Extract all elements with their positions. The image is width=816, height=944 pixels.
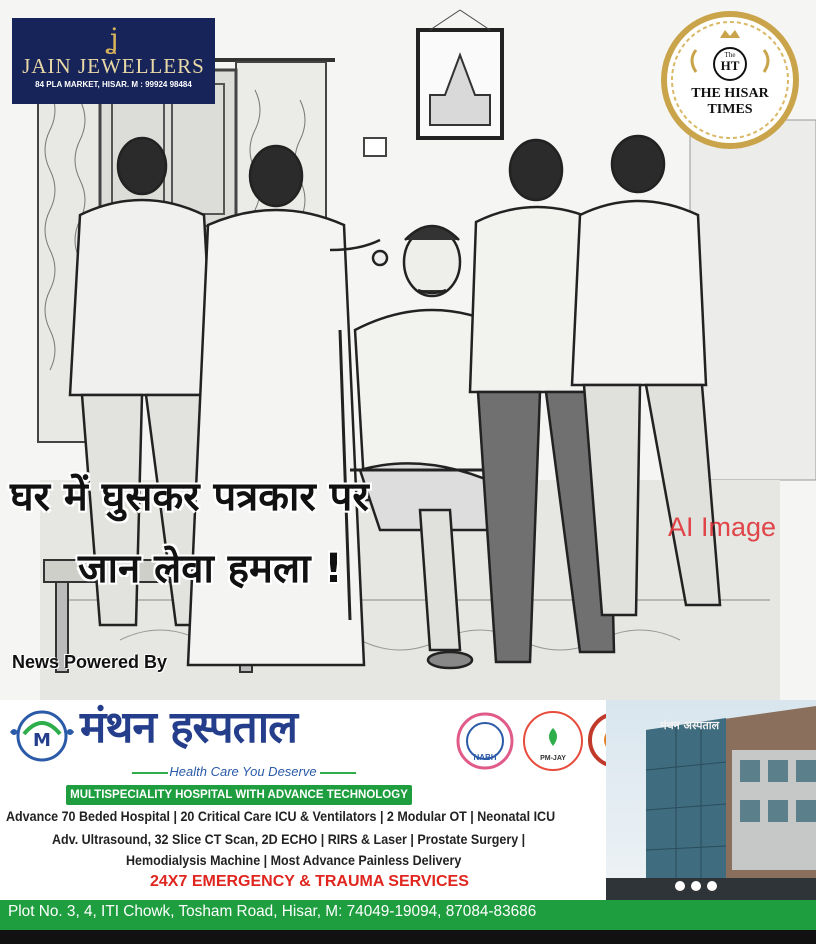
bottom-strip <box>0 930 816 944</box>
pmjay-label: PM-JAY <box>540 755 566 762</box>
hospital-name: मंथन हस्पताल <box>80 702 297 753</box>
nabh-badge-icon <box>456 712 514 770</box>
hospital-tagline: Health Care You Deserve <box>169 764 317 779</box>
pmjay-badge-icon <box>522 710 584 772</box>
nabh-label: NABH <box>473 753 497 762</box>
features-line-2: Adv. Ultrasound, 32 Slice CT Scan, 2D ECHO | RIRS & Laser | Prostate Surgery | <box>52 832 526 847</box>
svg-text:M: M <box>33 730 51 751</box>
multispeciality-banner: MULTISPECIALITY HOSPITAL WITH ADVANCE TECHNOLOGY <box>66 785 412 805</box>
jain-jewellers-logo <box>12 18 215 104</box>
jain-jewellers-name: JAIN JEWELLERS <box>22 54 205 78</box>
jain-jewellers-address: 84 PLA MARKET, HISAR. M : 99924 98484 <box>35 80 192 89</box>
features-line-3: Hemodialysis Machine | Most Advance Painless Delivery <box>126 853 462 868</box>
hospital-address: Plot No. 3, 4, ITI Chowk, Tosham Road, Hisar, M: 74049-19094, 87084-83686 <box>8 903 537 920</box>
news-powered-by: News Powered By <box>12 652 168 672</box>
hisar-times-monogram: HT <box>720 58 740 73</box>
jewellers-emblem-icon: ʝ <box>108 22 119 55</box>
hisar-times-name: THE HISAR TIMES <box>691 86 769 117</box>
features-line-1: Advance 70 Beded Hospital | 20 Critical Care ICU & Ventilators | 2 Modular OT | Neonatal ICU <box>6 809 556 824</box>
hisar-times-logo <box>656 10 804 150</box>
building-sign: मंथन अस्पताल <box>660 719 720 732</box>
headline-line-1: घर में घुसकर पत्रकार पर <box>10 474 369 520</box>
hisar-times-the: The <box>724 51 736 59</box>
emergency-services: 24X7 EMERGENCY & TRAUMA SERVICES <box>150 873 469 890</box>
ai-image-label: AI Image <box>668 512 777 542</box>
hospital-logo-icon <box>4 704 82 766</box>
headline-line-2: जान लेवा हमला ! <box>78 546 343 592</box>
